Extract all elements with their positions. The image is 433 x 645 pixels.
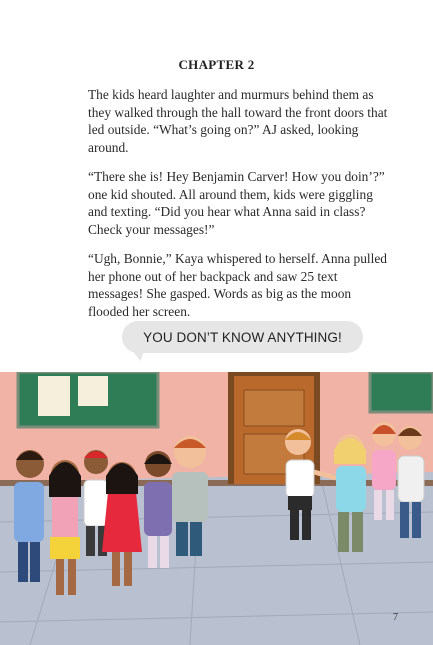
- notice-paper: [78, 376, 108, 406]
- story-paragraph: “There she is! Hey Benjamin Carver! How you doin’?” one kid shouted. All around them, kids were giggling and texting. “Did you hear what Anna said in class? Check your messages!”: [88, 169, 385, 237]
- story-text: [88, 86, 392, 332]
- door-panel: [244, 390, 304, 426]
- bulletin-board-right: [370, 372, 433, 412]
- chapter-title: CHAPTER 2: [178, 57, 255, 72]
- hallway-illustration: [0, 372, 433, 645]
- page-number: 7: [393, 612, 398, 623]
- hallway-scene-svg: [0, 372, 433, 645]
- story-paragraph: The kids heard laughter and murmurs behind them as they walked through the hall toward the front doors that led outside. “What’s going on?” AJ asked, looking around.: [88, 87, 388, 155]
- speech-bubble: YOU DON’T KNOW ANYTHING!: [122, 321, 363, 353]
- notice-paper: [38, 376, 70, 416]
- story-paragraph: “Ugh, Bonnie,” Kaya whispered to herself. Anna pulled her phone out of her backpack and saw 25 text messages! She gasped. Words as big as the moon flooded her screen.: [88, 251, 387, 319]
